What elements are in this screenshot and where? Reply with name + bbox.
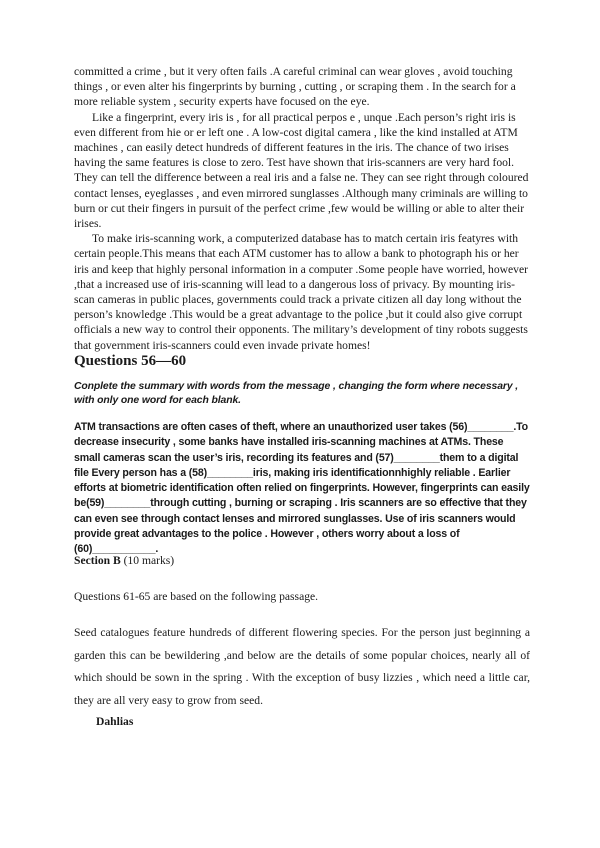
reading-passage xyxy=(74,64,530,353)
questions-instruction: Conplete the summary with words from the message , changing the form where necessary , with only one word for each blank. xyxy=(74,381,519,406)
summary-cloze-text: ATM transactions are often cases of theft, where an unauthorized user takes (56)________.To decrease insecurity , some banks have installed iris-scanning machines at ATMs. These small cameras scan the user’s iris, recording its features and (57)________them to a digital file Every person has a (58)________iris, making iris identificationnhighly reliable . Earlier efforts at biometric identification often relied on fingerprints. However, fingerprints can easily be(59)________through cutting , burning or scraping . Iris scanners are so effective that they can even see through contact lenses and mirrored sunglasses. Use of iris scanners would provide great advantages to the police . However , others worry about a loss of (60)___________. xyxy=(74,421,530,556)
dahlias-subheading: Dahlias xyxy=(96,715,134,728)
section-b-title: Section B xyxy=(74,554,121,567)
passage-paragraph-2: Like a fingerprint, every iris is , for all practical perpos e , unque .Each person’s right iris is even different from hie or er left one . A low-cost digital camera , like the kind installed at ATM machines , can easily detect hundreds of different features in the iris. The chance of two irises having the same features is close to zero. Test have shown that iris-scanners are very hard fool. They can tell the difference between a real iris and a false ne. They can see right through coloured contact lenses, eyeglasses , and even mirrored sunglasses .Although many criminals are willing to burn or cut their fingers in pursuit of the perfect crime ,few would be willing or able to alter their irises. xyxy=(74,110,529,231)
passage-paragraph-3: To make iris-scanning work, a computerized database has to match certain iris featyres with certain people.This means that each ATM customer has to allow a bank to photograph his or her iris and keep that highly personal information in a computer .Some people have worried, however ,that a increased use of iris-scanning will lead to a dangerous loss of privacy. By mounting iris-scan cameras in public places, governments could track a private citizen all day long without the person’s knowledge .This would be a great advantage to the police ,but it could also give corrupt officials a new way to control their opponents. The military’s development of tiny robots suggests that government iris-scanners could even invade private homes! xyxy=(74,232,528,352)
section-b-heading xyxy=(74,554,174,567)
passage-paragraph-1: committed a crime , but it very often fails .A careful criminal can wear gloves , avoid touching things , or even alter his fingerprints by burning , cutting , or scraping them . In the search for a more reliable system , security experts have focused on the eye. xyxy=(74,65,516,109)
section-b-marks: (10 marks) xyxy=(120,554,175,567)
section-b-based-on: Questions 61-65 are based on the following passage. xyxy=(74,590,319,603)
questions-heading: Questions 56—60 xyxy=(74,353,187,369)
section-b-intro-paragraph: Seed catalogues feature hundreds of different flowering species. For the person just beginning a garden this can be bewildering ,and below are the details of some popular choices, nearly all of which should be sown in the spring . With the exception of busy lizzies , which need a little car, they are all very easy to grow from seed. xyxy=(74,626,530,707)
